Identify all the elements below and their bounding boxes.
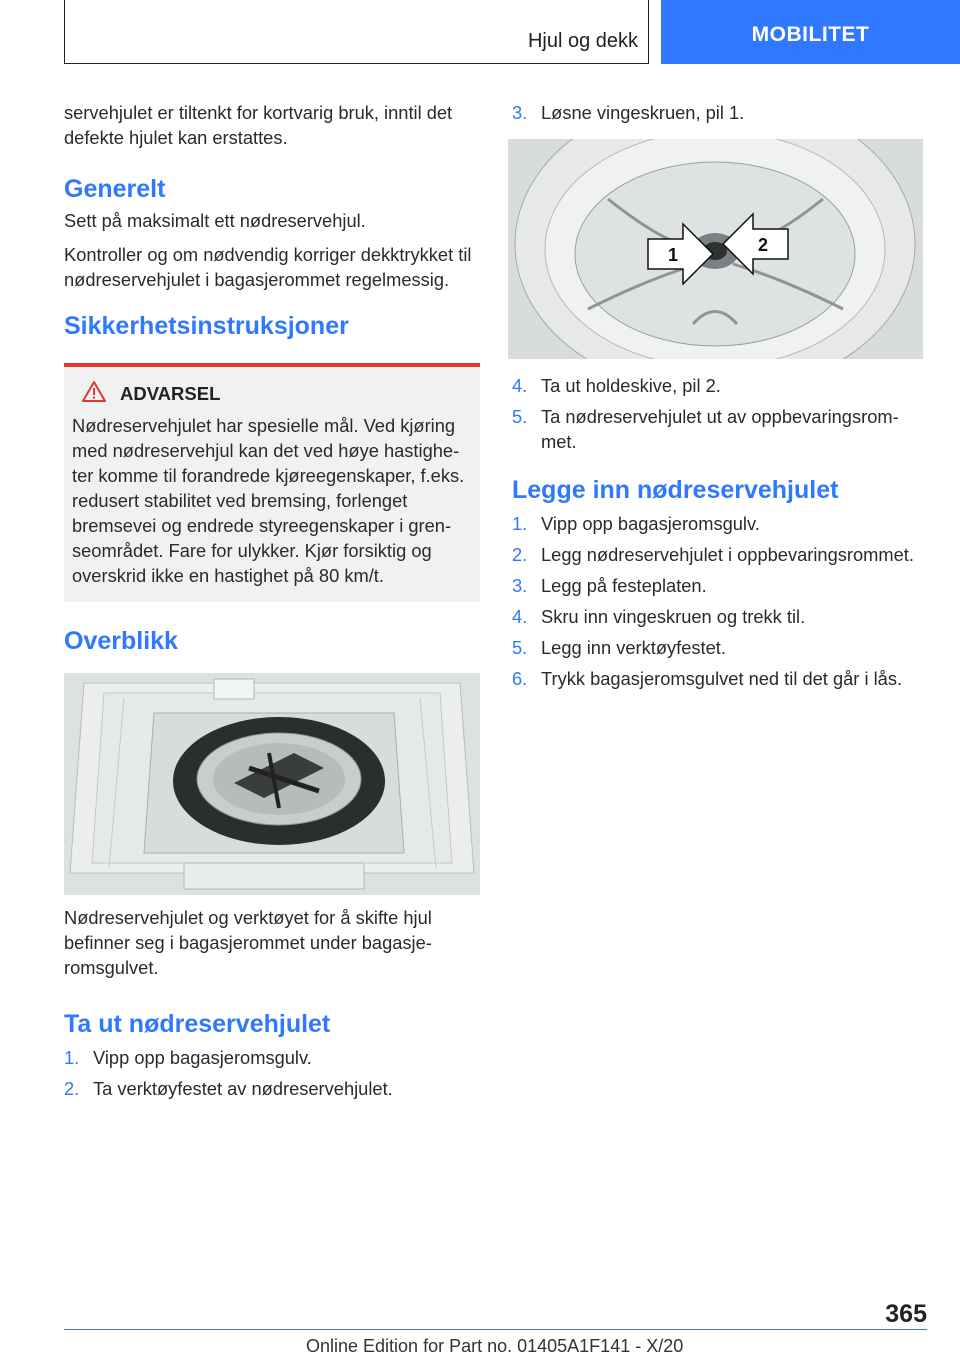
footer-divider [64, 1329, 863, 1330]
heading-legge-inn: Legge inn nødreservehjulet [512, 476, 839, 504]
step-text: Ta nødreservehjulet ut av oppbevaringsrommet. [541, 406, 899, 452]
step-number: 3. [512, 575, 528, 596]
warning-triangle-icon [82, 381, 106, 407]
warning-box [64, 363, 480, 602]
list-item [512, 373, 924, 398]
overblikk-caption: Nødreservehjulet og verktøyet for å skifte hjul befinner seg i bagasjerommet under bagasjeromsgulvet. [64, 907, 432, 978]
step-number: 2. [64, 1078, 80, 1099]
heading-generelt: Generelt [64, 175, 166, 203]
list-item [512, 542, 924, 567]
step-text: Legg inn verktøyfestet. [541, 637, 726, 658]
steps-b [512, 373, 924, 454]
wing-screw-image [508, 139, 923, 359]
chapter-tab-label: MOBILITET [751, 23, 870, 46]
step-text: Legg nødreservehjulet i oppbevaringsrommet. [541, 544, 914, 565]
warning-text: Nødreservehjulet har spesielle mål. Ved kjøring med nødreservehjul kan det ved høye hastigheter komme til forandrede kjøreegenskaper, f.eks. redusert stabilitet ved bremsing, forlenget bremsevei og endrede styreegenskaper i grenseområdet. Fare for ulykker. Kjør forsiktig og overskrid ikke en hastighet på 80 km/t. [72, 415, 465, 586]
list-item [512, 511, 924, 536]
step-number: 5. [512, 637, 528, 658]
step-number: 4. [512, 606, 528, 627]
ta-ut-steps [64, 1045, 480, 1101]
step-text: Løsne vingeskruen, pil 1. [541, 102, 745, 123]
step-text: Trykk bagasjeromsgulvet ned til det går i lås. [541, 668, 903, 689]
legge-inn-steps [512, 511, 924, 691]
trunk-spare-wheel-image [64, 673, 480, 895]
step-text: Vipp opp bagasjeromsgulv. [93, 1047, 312, 1068]
warning-title: ADVARSEL [120, 383, 221, 404]
page-number: 365 [885, 1300, 927, 1328]
step-number: 1. [512, 513, 528, 534]
list-item [512, 635, 924, 660]
heading-overblikk: Overblikk [64, 627, 178, 655]
chapter-tab[interactable] [661, 0, 960, 64]
list-item [512, 573, 924, 598]
step-text: Skru inn vingeskruen og trekk til. [541, 606, 806, 627]
step-text: Vipp opp bagasjeromsgulv. [541, 513, 760, 534]
list-item [512, 604, 924, 629]
generelt-p1: Sett på maksimalt ett nødreservehjul. [64, 210, 366, 231]
step-text: Legg på festeplaten. [541, 575, 707, 596]
step-number: 5. [512, 406, 528, 427]
section-title: Hjul og dekk [527, 30, 638, 52]
heading-sikkerhet: Sikkerhetsinstruksjoner [64, 312, 349, 340]
intro-text: servehjulet er tiltenkt for kortvarig bruk, inntil det defekte hjulet kan erstattes. [64, 102, 453, 148]
list-item [512, 100, 924, 125]
heading-ta-ut: Ta ut nødreservehjulet [64, 1010, 331, 1038]
generelt-p2: Kontroller og om nødvendig korriger dekktrykket til nødreservehjulet i bagasjerommet regelmessig. [64, 244, 472, 290]
list-item [512, 666, 924, 691]
svg-text:1: 1 [668, 245, 679, 265]
list-item [64, 1076, 480, 1101]
step-number: 3. [512, 102, 528, 123]
step-number: 6. [512, 668, 528, 689]
steps-a [512, 100, 924, 125]
list-item [64, 1045, 480, 1070]
warning-header [82, 381, 472, 407]
step-text: Ta ut holdeskive, pil 2. [541, 375, 721, 396]
left-column [64, 100, 480, 1107]
footer-divider-right [863, 1329, 927, 1330]
list-item [512, 404, 924, 454]
edition-text: Online Edition for Part no. 01405A1F141 - X/20 [306, 1336, 684, 1356]
step-number: 1. [64, 1047, 80, 1068]
right-column [512, 100, 924, 697]
step-text: Ta verktøyfestet av nødreservehjulet. [93, 1078, 393, 1099]
svg-text:2: 2 [758, 235, 769, 255]
step-number: 2. [512, 544, 528, 565]
step-number: 4. [512, 375, 528, 396]
